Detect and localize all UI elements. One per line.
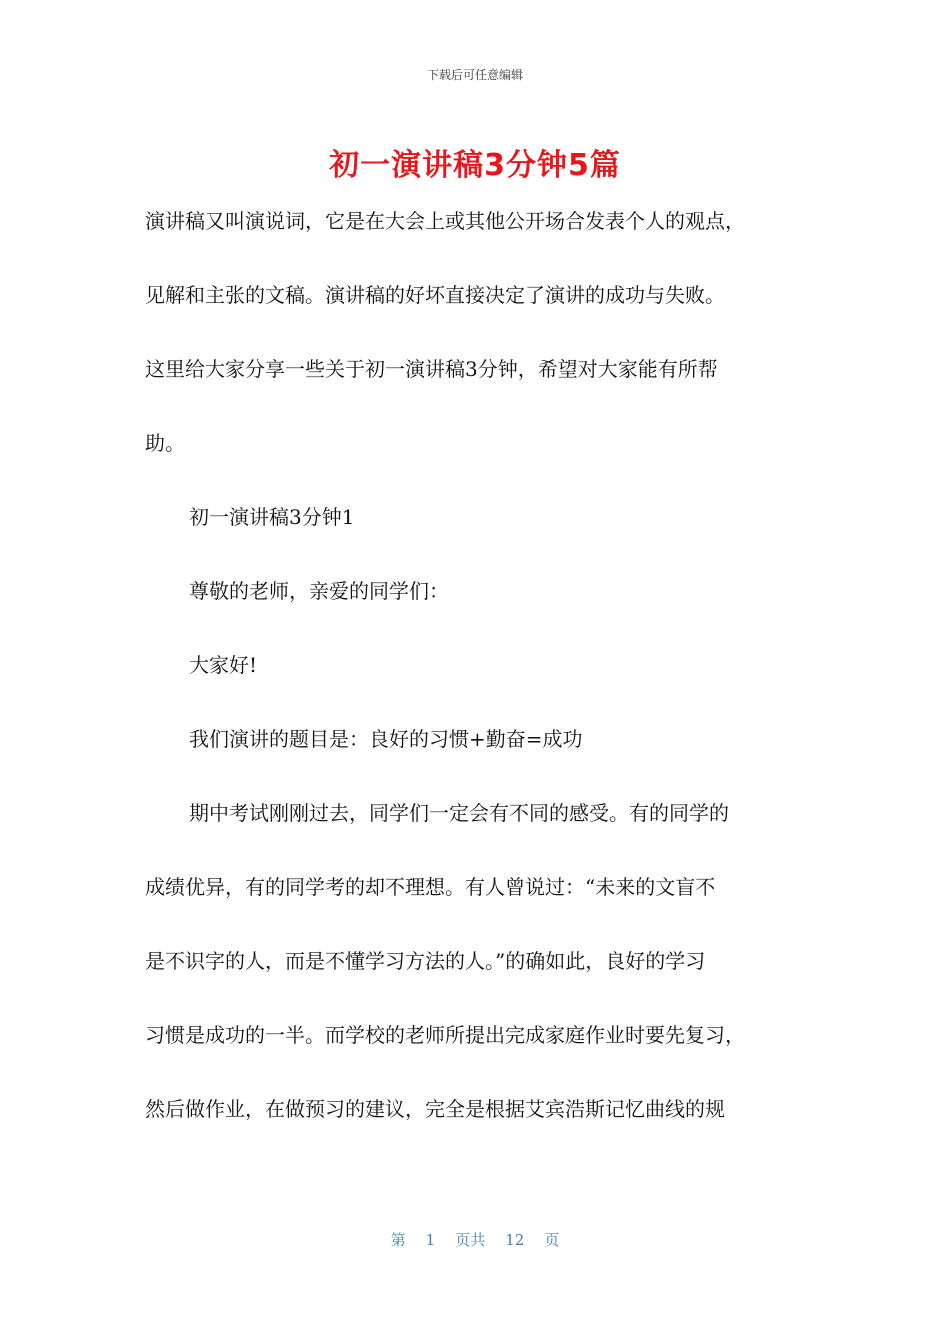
document-title: 初一演讲稿3分钟5篇 (329, 148, 621, 183)
footer-middle: 页共 (455, 1231, 486, 1249)
footer-total-pages: 12 (505, 1231, 525, 1249)
footer-prefix: 第 (390, 1231, 406, 1249)
hello-line: 大家好! (189, 653, 258, 677)
section-heading: 初一演讲稿3分钟1 (189, 505, 355, 529)
paragraph-line: 是不识字的人，而是不懂学习方法的人。”的确如此，良好的学习 (145, 949, 706, 973)
paragraph-line: 习惯是成功的一半。而学校的老师所提出完成家庭作业时要先复习， (145, 1023, 745, 1047)
topic-line: 我们演讲的题目是：良好的习惯+勤奋=成功 (189, 727, 583, 751)
paragraph-line: 成绩优异，有的同学考的却不理想。有人曾说过：“未来的文盲不 (145, 875, 716, 899)
intro-line: 助。 (145, 431, 185, 455)
footer-suffix: 页 (544, 1231, 560, 1249)
intro-line: 见解和主张的文稿。演讲稿的好坏直接决定了演讲的成功与失败。 (145, 283, 725, 307)
intro-line: 这里给大家分享一些关于初一演讲稿3分钟，希望对大家能有所帮 (145, 357, 718, 381)
paragraph-line: 期中考试刚刚过去，同学们一定会有不同的感受。有的同学的 (189, 801, 729, 825)
document-body (145, 184, 805, 1146)
paragraph-line: 然后做作业，在做预习的建议，完全是根据艾宾浩斯记忆曲线的规 (145, 1097, 725, 1121)
greeting: 尊敬的老师，亲爱的同学们： (189, 579, 449, 603)
footer-page-number: 1 (425, 1231, 436, 1249)
intro-line: 演讲稿又叫演说词，它是在大会上或其他公开场合发表个人的观点， (145, 209, 745, 233)
page-footer (0, 1229, 950, 1250)
page-header: 下载后可任意编辑 (426, 68, 523, 82)
